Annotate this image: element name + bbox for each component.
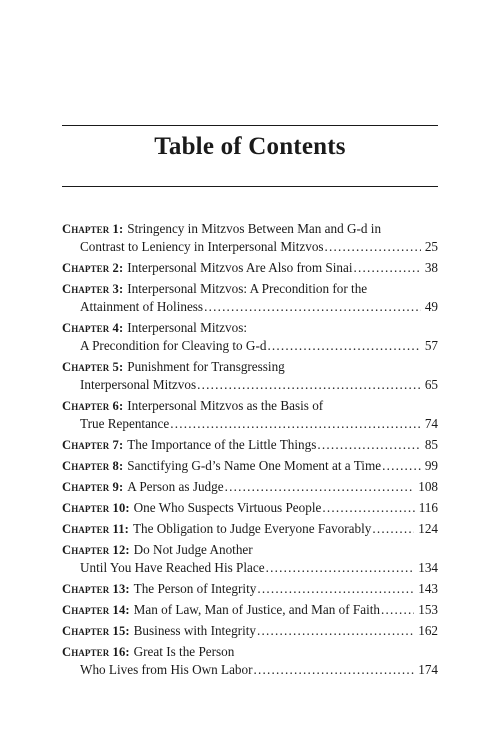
chapter-label: Chapter 7: — [62, 438, 124, 452]
toc-line — [62, 259, 438, 277]
page-number: 25 — [424, 239, 438, 254]
chapter-label: Chapter 8: — [62, 459, 124, 473]
toc-line — [62, 541, 438, 559]
toc-line — [62, 478, 438, 496]
chapter-label: Chapter 6: — [62, 399, 124, 413]
chapter-label: Chapter 14: — [62, 603, 130, 617]
page-number: 174 — [418, 662, 438, 677]
chapter-title: Attainment of Holiness — [80, 299, 204, 314]
chapter-label: Chapter 16: — [62, 645, 130, 659]
toc-line — [62, 280, 438, 298]
toc-entry — [62, 499, 438, 517]
page-number: 143 — [418, 581, 438, 596]
chapter-title: Business with Integrity — [133, 623, 256, 638]
page-title: Table of Contents — [154, 133, 346, 160]
toc-line — [62, 337, 438, 355]
chapter-label: Chapter 9: — [62, 480, 124, 494]
toc-line — [62, 622, 438, 640]
toc-entry — [62, 280, 438, 316]
table-of-contents — [62, 220, 438, 682]
page-number: 38 — [424, 260, 438, 275]
dot-leader — [372, 520, 414, 538]
toc-line — [62, 580, 438, 598]
dot-leader — [325, 238, 421, 256]
chapter-title: Interpersonal Mitzvos — [80, 377, 197, 392]
dot-leader — [266, 559, 415, 577]
chapter-title: Punishment for Transgressing — [127, 359, 285, 374]
chapter-title: The Person of Integrity — [133, 581, 257, 596]
chapter-title: A Person as Judge — [127, 479, 224, 494]
toc-line — [62, 661, 438, 679]
chapter-label: Chapter 15: — [62, 624, 130, 638]
toc-line — [62, 499, 438, 517]
chapter-title: Great Is the Person — [133, 644, 235, 659]
title-top-rule — [62, 125, 438, 126]
toc-line — [62, 397, 438, 415]
page-number: 49 — [424, 299, 438, 314]
toc-line — [62, 358, 438, 376]
toc-line — [62, 643, 438, 661]
chapter-title: The Importance of the Little Things — [127, 437, 317, 452]
chapter-label: Chapter 12: — [62, 543, 130, 557]
toc-line — [62, 436, 438, 454]
page-number: 99 — [424, 458, 438, 473]
page-number: 153 — [418, 602, 438, 617]
page-number: 65 — [424, 377, 438, 392]
page-number: 57 — [424, 338, 438, 353]
toc-entry — [62, 358, 438, 394]
toc-entry — [62, 457, 438, 475]
dot-leader — [354, 259, 421, 277]
chapter-title: Do Not Judge Another — [133, 542, 253, 557]
dot-leader — [254, 661, 415, 679]
toc-line — [62, 457, 438, 475]
dot-leader — [170, 415, 421, 433]
toc-line — [62, 298, 438, 316]
chapter-title: Interpersonal Mitzvos: A Precondition for the — [127, 281, 368, 296]
page-number: 108 — [418, 479, 438, 494]
dot-leader — [382, 457, 421, 475]
toc-line — [62, 415, 438, 433]
toc-line — [62, 520, 438, 538]
chapter-label: Chapter 13: — [62, 582, 130, 596]
dot-leader — [381, 601, 414, 619]
toc-line — [62, 559, 438, 577]
dot-leader — [197, 376, 421, 394]
chapter-title: Interpersonal Mitzvos as the Basis of — [127, 398, 324, 413]
chapter-label: Chapter 1: — [62, 222, 124, 236]
toc-entry — [62, 478, 438, 496]
toc-entry — [62, 643, 438, 679]
toc-entry — [62, 622, 438, 640]
chapter-title: Who Lives from His Own Labor — [80, 662, 253, 677]
page-number: 124 — [418, 521, 438, 536]
dot-leader — [267, 337, 420, 355]
dot-leader — [317, 436, 420, 454]
page-number: 134 — [418, 560, 438, 575]
chapter-label: Chapter 4: — [62, 321, 124, 335]
chapter-label: Chapter 5: — [62, 360, 124, 374]
toc-line — [62, 220, 438, 238]
toc-line — [62, 376, 438, 394]
page-number: 74 — [424, 416, 438, 431]
chapter-title: Sanctifying G-d’s Name One Moment at a Time — [127, 458, 382, 473]
toc-line — [62, 319, 438, 337]
chapter-title: Interpersonal Mitzvos: — [127, 320, 248, 335]
toc-entry — [62, 436, 438, 454]
dot-leader — [204, 298, 421, 316]
chapter-label: Chapter 10: — [62, 501, 130, 515]
dot-leader — [257, 580, 414, 598]
page-number: 116 — [418, 500, 438, 515]
chapter-title: Man of Law, Man of Justice, and Man of Faith — [133, 602, 380, 617]
chapter-title: Contrast to Leniency in Interpersonal Mitzvos — [80, 239, 324, 254]
chapter-title: A Precondition for Cleaving to G-d — [80, 338, 267, 353]
toc-entry — [62, 220, 438, 256]
chapter-title: Until You Have Reached His Place — [80, 560, 265, 575]
chapter-title: Interpersonal Mitzvos Are Also from Sinai — [127, 260, 353, 275]
chapter-label: Chapter 2: — [62, 261, 124, 275]
chapter-title: Stringency in Mitzvos Between Man and G-d in — [127, 221, 382, 236]
toc-line — [62, 238, 438, 256]
chapter-title: True Repentance — [80, 416, 170, 431]
title-bottom-rule — [62, 186, 438, 187]
chapter-label: Chapter 11: — [62, 522, 129, 536]
chapter-title: The Obligation to Judge Everyone Favorably — [132, 521, 372, 536]
dot-leader — [322, 499, 414, 517]
toc-entry — [62, 319, 438, 355]
toc-entry — [62, 259, 438, 277]
page-number: 162 — [418, 623, 438, 638]
toc-entry — [62, 520, 438, 538]
page-number: 85 — [424, 437, 438, 452]
chapter-title: One Who Suspects Virtuous People — [133, 500, 322, 515]
toc-line — [62, 601, 438, 619]
dot-leader — [257, 622, 414, 640]
chapter-label: Chapter 3: — [62, 282, 124, 296]
dot-leader — [225, 478, 415, 496]
toc-entry — [62, 541, 438, 577]
toc-entry — [62, 397, 438, 433]
toc-entry — [62, 601, 438, 619]
toc-entry — [62, 580, 438, 598]
